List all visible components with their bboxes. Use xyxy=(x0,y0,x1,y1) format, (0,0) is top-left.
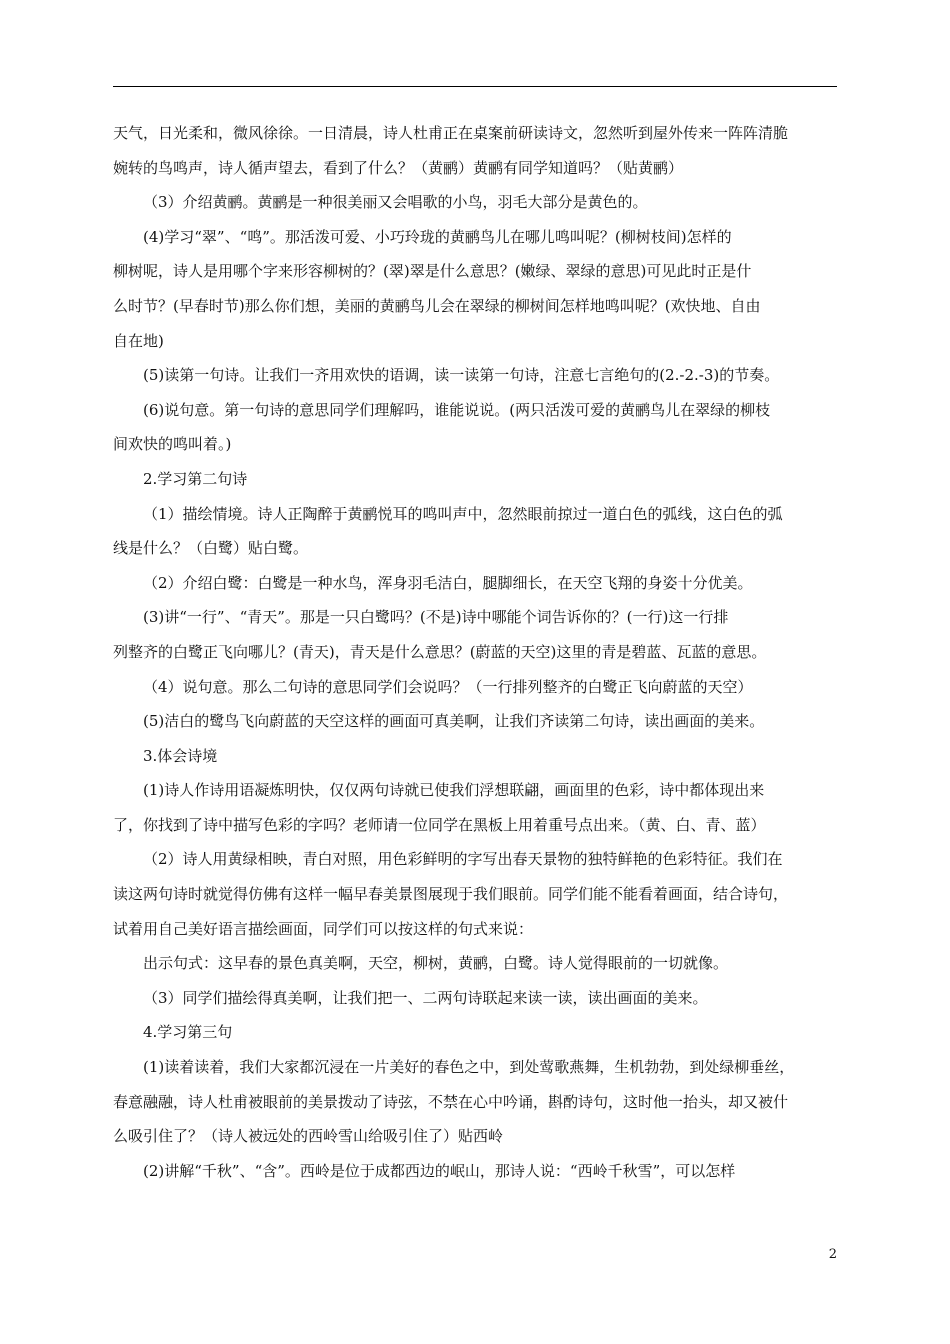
page-number: 2 xyxy=(828,1247,837,1262)
text-line: 试着用自己美好语言描绘画面，同学们可以按这样的句式来说： xyxy=(113,919,534,938)
document-body xyxy=(113,116,837,1188)
text-line: （2）介绍白鹭：白鹭是一种水鸟，浑身羽毛洁白，腿脚细长，在天空飞翔的身姿十分优美。 xyxy=(143,573,753,592)
text-line: （2）诗人用黄绿相映，青白对照，用色彩鲜明的字写出春天景物的独特鲜艳的色彩特征。我们在 xyxy=(143,850,783,869)
text-line: 么吸引住了？（诗人被远处的西岭雪山给吸引住了）贴西岭 xyxy=(113,1127,504,1146)
text-line: 出示句式：这早春的景色真美啊，天空，柳树，黄鹂，白鹭。诗人觉得眼前的一切就像。 xyxy=(143,954,729,973)
text-line: 婉转的鸟鸣声，诗人循声望去，看到了什么？（黄鹂）黄鹂有同学知道吗？（贴黄鹂） xyxy=(113,158,684,177)
text-line: 读这两句诗时就觉得仿佛有这样一幅早春美景图展现于我们眼前。同学们能不能看着画面，结合诗句， xyxy=(113,885,789,904)
text-line: 2.学习第二句诗 xyxy=(143,469,248,488)
text-line: 春意融融，诗人杜甫被眼前的美景拨动了诗弦，不禁在心中吟诵，斟酌诗句，这时他一抬头，却又被什 xyxy=(113,1092,789,1111)
text-line: (5)读第一句诗。让我们一齐用欢快的语调，读一读第一句诗，注意七言绝句的(2.-2.-3)的节奏。 xyxy=(143,366,780,385)
header-rule xyxy=(113,86,837,87)
text-line: 柳树呢，诗人是用哪个字来形容柳树的？(翠)翠是什么意思？(嫩绿、翠绿的意思)可见此时正是什 xyxy=(113,262,752,281)
text-line: 列整齐的白鹭正飞向哪儿？(青天)，青天是什么意思？(蔚蓝的天空)这里的青是碧蓝、瓦蓝的意思。 xyxy=(113,642,767,661)
text-line: (1)诗人作诗用语凝炼明快，仅仅两句诗就已使我们浮想联翩，画面里的色彩，诗中都体现出来 xyxy=(143,781,765,800)
text-line: (3)讲“一行”、“青天”。那是一只白鹭吗？(不是)诗中哪能个词告诉你的？(一行)这一行排 xyxy=(143,608,729,627)
text-line: 自在地) xyxy=(113,331,164,350)
text-line: （3）介绍黄鹂。黄鹂是一种很美丽又会唱歌的小鸟，羽毛大部分是黄色的。 xyxy=(143,193,648,212)
text-line: 天气，日光柔和，微风徐徐。一日清晨，诗人杜甫正在桌案前研读诗文，忽然听到屋外传来一阵阵清脆 xyxy=(113,124,789,142)
text-line: 么时节？(早春时节)那么你们想，美丽的黄鹂鸟儿会在翠绿的柳树间怎样地鸣叫呢？(欢快地、自由 xyxy=(113,296,761,315)
text-line: 4.学习第三句 xyxy=(143,1023,233,1042)
text-line: 3.体会诗境 xyxy=(143,746,218,765)
text-line: 线是什么？（白鹭）贴白鹭。 xyxy=(113,539,309,558)
text-line: (6)说句意。第一句诗的意思同学们理解吗，谁能说说。(两只活泼可爱的黄鹂鸟儿在翠绿的柳枝 xyxy=(143,400,771,419)
text-line: (4)学习“翠”、“鸣”。那活泼可爱、小巧玲珑的黄鹂鸟儿在哪儿鸣叫呢？(柳树枝间)怎样的 xyxy=(143,227,732,246)
text-line: (1)读着读着，我们大家都沉浸在一片美好的春色之中，到处莺歌燕舞，生机勃勃，到处绿柳垂丝， xyxy=(143,1058,795,1077)
text-line: （4）说句意。那么二句诗的意思同学们会说吗？（一行排列整齐的白鹭正飞向蔚蓝的天空） xyxy=(143,677,753,696)
text-line: （3）同学们描绘得真美啊，让我们把一、二两句诗联起来读一读，读出画面的美来。 xyxy=(143,988,708,1007)
text-line: (2)讲解“千秋”、“含”。西岭是位于成都西边的岷山，那诗人说：“西岭千秋雪”，可以怎样 xyxy=(143,1161,736,1180)
text-line: 间欢快的鸣叫着。) xyxy=(113,435,232,454)
text-line: (5)洁白的鹭鸟飞向蔚蓝的天空这样的画面可真美啊，让我们齐读第二句诗，读出画面的美来。 xyxy=(143,712,765,731)
text-line: 了，你找到了诗中描写色彩的字吗？老师请一位同学在黑板上用着重号点出来。（黄、白、青、蓝） xyxy=(113,815,766,834)
text-line: （1）描绘情境。诗人正陶醉于黄鹂悦耳的鸣叫声中，忽然眼前掠过一道白色的弧线，这白色的弧 xyxy=(143,504,783,523)
